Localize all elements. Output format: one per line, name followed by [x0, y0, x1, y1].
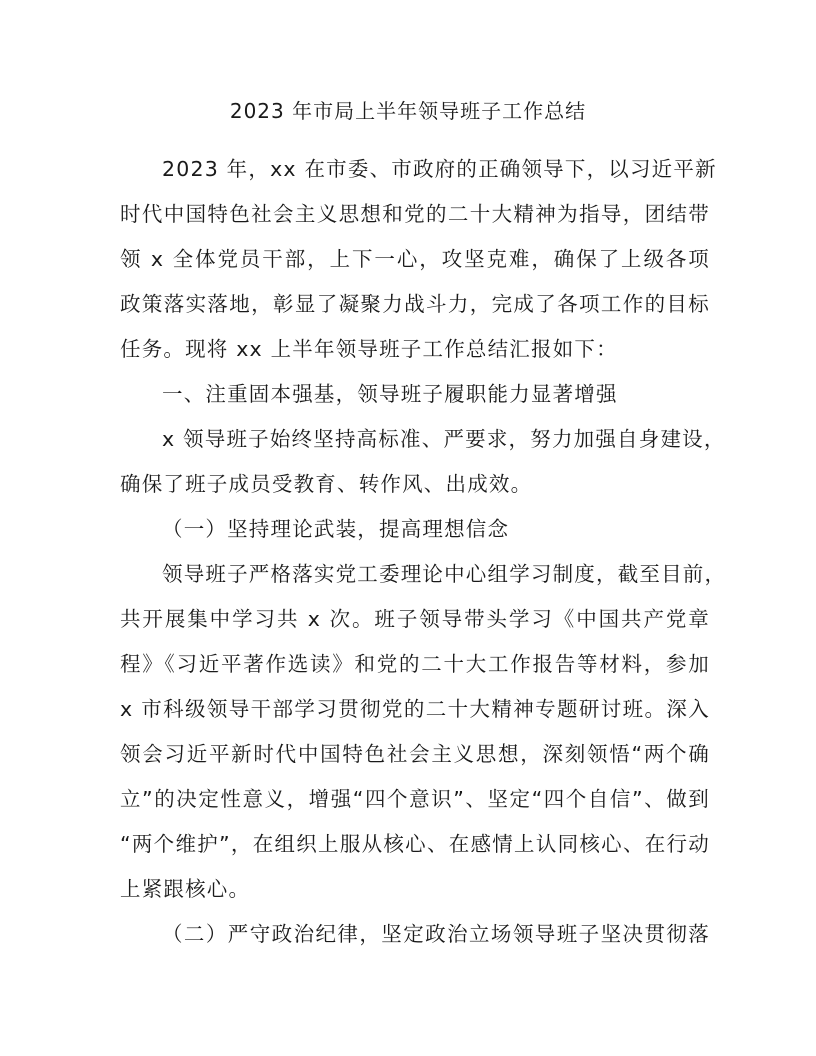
paragraph-line: 领导班子严格落实党工委理论中心组学习制度，截至目前， — [162, 562, 727, 586]
paragraph-line: 程》《习近平著作选读》和党的二十大工作报告等材料，参加 — [120, 652, 710, 676]
paragraph-line: 领 x 全体党员干部，上下一心，攻坚克难，确保了上级各项 — [120, 247, 710, 271]
section-heading: 一、注重固本强基，领导班子履职能力显著增强 — [162, 382, 618, 406]
paragraph-line: “两个维护”，在组织上服从核心、在感情上认同核心、在行动 — [120, 832, 710, 856]
document-title: 2023 年市局上半年领导班子工作总结 — [229, 99, 587, 123]
subsection-heading: （一）坚持理论武装，提高理想信念 — [162, 517, 510, 541]
paragraph-line: 共开展集中学习共 x 次。班子领导带头学习《中国共产党章 — [120, 607, 710, 631]
paragraph-line: 政策落实落地，彰显了凝聚力战斗力，完成了各项工作的目标 — [120, 292, 710, 316]
paragraph-line: 任务。现将 xx 上半年领导班子工作总结汇报如下： — [120, 337, 618, 361]
paragraph-line: 2023 年，xx 在市委、市政府的正确领导下，以习近平新 — [162, 157, 717, 181]
subsection-heading: （二）严守政治纪律，坚定政治立场领导班子坚决贯彻落 — [162, 922, 710, 946]
paragraph-line: 领会习近平新时代中国特色社会主义思想，深刻领悟“两个确 — [120, 742, 710, 766]
paragraph-line: 确保了班子成员受教育、转作风、出成效。 — [120, 472, 533, 496]
paragraph-line: 上紧跟核心。 — [120, 877, 251, 901]
paragraph-line: x 市科级领导干部学习贯彻党的二十大精神专题研讨班。深入 — [120, 697, 710, 721]
paragraph-line: 立”的决定性意义，增强“四个意识”、坚定“四个自信”、做到 — [120, 787, 710, 811]
paragraph-line: 时代中国特色社会主义思想和党的二十大精神为指导，团结带 — [120, 202, 710, 226]
paragraph-line: x 领导班子始终坚持高标准、严要求，努力加强自身建设， — [162, 427, 726, 451]
